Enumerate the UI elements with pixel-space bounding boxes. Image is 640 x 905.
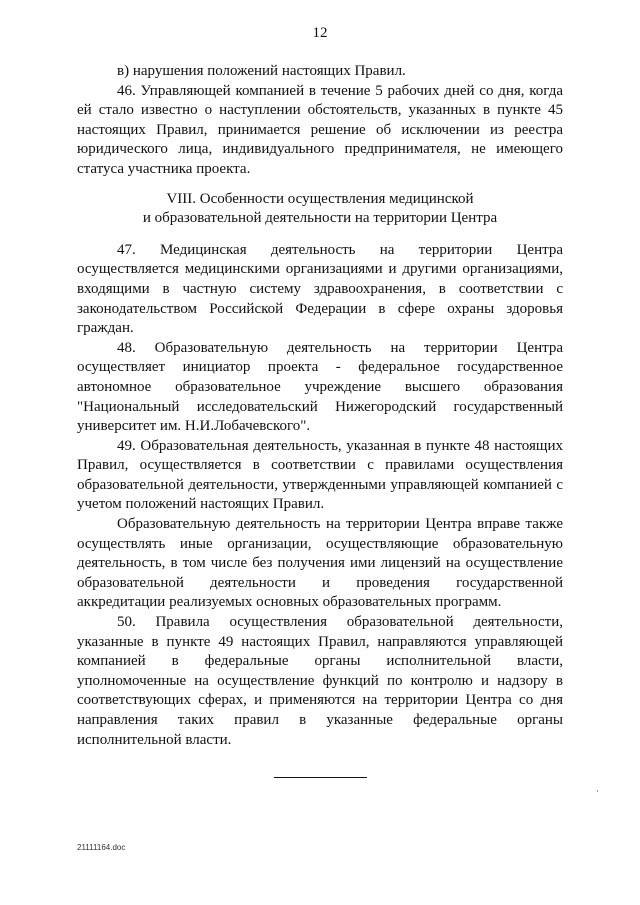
paragraph-50: 50. Правила осуществления образовательной деятельности, указанные в пункте 49 настоящих Правил, направляются управляющей компанией в федеральные органы исполнительной власти, уполномоченные на осуществление функций по контролю и надзору в соответствующих сферах, и применяются на территории Центра со дня направления таких правил в указанные федеральные органы исполнительной власти. <box>77 614 563 748</box>
paragraph-46: 46. Управляющей компанией в течение 5 рабочих дней со дня, когда ей стало известно о наступлении обстоятельств, указанных в пункте 45 настоящих Правил, принимается решение об исключении из реестра юридического лица, индивидуального предпринимателя, не имеющего статуса участника проекта. <box>77 82 563 177</box>
footer-file-code: 21111164.doc <box>77 843 126 852</box>
paragraph-47: 47. Медицинская деятельность на территории Центра осуществляется медицинскими организациями и другими организациями, входящими в частную систему здравоохранения, в соответствии с законодательством Российской Федерации в сфере охраны здоровья граждан. <box>77 241 563 337</box>
paragraph-item-v: в) нарушения положений настоящих Правил. <box>117 63 406 79</box>
closing-rule <box>274 777 367 778</box>
document-body <box>77 62 563 750</box>
section-heading <box>77 190 563 229</box>
scan-speck <box>597 790 598 792</box>
paragraph-49-continued: Образовательную деятельность на территории Центра вправе также осуществлять иные организации, осуществляющие образовательную деятельность, в том числе без получения ими лицензий на осуществление образовательной деятельности и проведения государственной аккредитации реализуемых основных образовательных программ. <box>77 516 563 611</box>
paragraph-48: 48. Образовательную деятельность на территории Центра осуществляет инициатор проекта - федеральное государственное автономное образовательное учреждение высшего образования "Национальный исследовательский Нижегородский государственный университет им. Н.И.Лобачевского". <box>77 339 563 435</box>
page-number: 12 <box>312 25 328 41</box>
section-heading-line-1: VIII. Особенности осуществления медицинской <box>166 190 474 207</box>
paragraph-49: 49. Образовательная деятельность, указанная в пункте 48 настоящих Правил, осуществляется в соответствии с правилами осуществления образовательной деятельности, утвержденными управляющей компанией с учетом положений настоящих Правил. <box>77 437 563 513</box>
section-heading-line-2: и образовательной деятельности на территории Центра <box>142 210 498 227</box>
